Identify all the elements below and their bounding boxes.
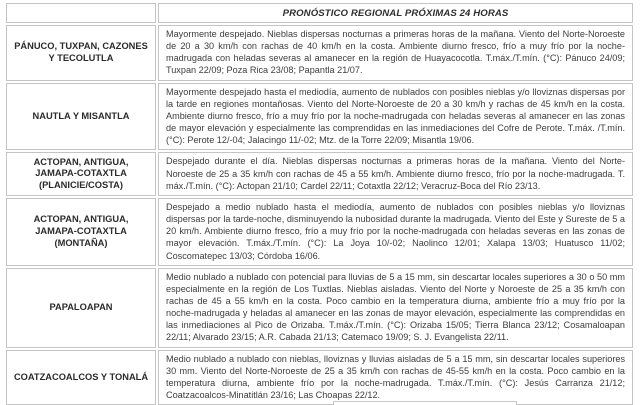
region-cell: NAUTLA Y MISANTLA <box>6 83 156 151</box>
region-cell: PAPALOAPAN <box>6 268 156 348</box>
table-row <box>6 25 633 81</box>
partial-next-section-box <box>333 401 517 405</box>
table-row <box>6 198 633 266</box>
forecast-cell: Medio nublado a nublado con potencial para lluvias de 5 a 15 mm, sin descartar locales superiores a 30 o 50 mm especialmente en la región de Los Tuxtlas. Nieblas aisladas. Viento del Norte y Noroeste de 25 a 35 km/h con rachas de 45 a 55 km/h en la costa. Poco cambio en la temperatura diurna, ambiente frío a muy frío por la noche-madrugada y heladas al amanecer en las zonas de mayor elevación, especialmente las comprendidas en las inmediaciones al Pico de Orizaba. T.máx./T.mín. (°C): Orizaba 15/05; Tierra Blanca 23/12; Cosamaloapan 22/11; Alvarado 23/15; A.R. Cabada 21/13; Catemaco 19/09; S. J. Evangelista 22/11. <box>158 268 633 348</box>
header-empty-cell <box>6 3 156 23</box>
forecast-cell: Medio nublado a nublado con nieblas, lloviznas y lluvias aisladas de 5 a 15 mm, sin descartar locales superiores 30 mm. Viento del Norte-Noroeste de 25 a 35 km/h con rachas de 45-55 km/h en la costa. Poco cambio en la temperatura diurna, ambiente frío por la noche-madrugada. T.máx./T.mín. (°C): Jesús Carranza 21/12; Coatzacoalcos-Minatitlán 23/16; Las Choapas 22/12. <box>158 350 633 405</box>
forecast-table <box>4 1 635 405</box>
table-row <box>6 350 633 405</box>
table-row <box>6 268 633 348</box>
forecast-cell: Despejado durante el día. Nieblas dispersas nocturnas a primeras horas de la mañana. Viento del Norte-Noroeste de 25 a 35 km/h con rachas de 45 a 55 km/h. Ambiente diurno fresco, frío por la noche-madrugada. T. máx./T.mín. (°C): Actopan 21/10; Cardel 22/11; Cotaxtla 22/12; Veracruz-Boca del Río 23/13. <box>158 152 633 195</box>
page-title: PRONÓSTICO REGIONAL PRÓXIMAS 24 HORAS <box>158 3 633 23</box>
table-row <box>6 152 633 195</box>
table-header-row <box>6 3 633 23</box>
region-cell: PÁNUCO, TUXPAN, CAZONES Y TECOLUTLA <box>6 25 156 81</box>
region-cell: ACTOPAN, ANTIGUA, JAMAPA-COTAXTLA (PLANICIE/COSTA) <box>6 152 156 195</box>
forecast-cell: Mayormente despejado. Nieblas dispersas nocturnas a primeras horas de la mañana. Viento del Norte-Noroeste de 20 a 30 km/h con rachas de 40 km/h en la costa. Ambiente diurno fresco, frío a muy frío por la noche-madrugada con heladas severas al amanecer en la región de Huayacocotla. T.máx./T.mín. (°C): Pánuco 24/09; Tuxpan 22/09; Poza Rica 23/08; Papantla 21/07. <box>158 25 633 81</box>
table-row <box>6 83 633 151</box>
forecast-cell: Mayormente despejado hasta el mediodía, aumento de nublados con posibles nieblas y/o lloviznas dispersas por la tarde en regiones montañosas. Viento del Norte-Noroeste de 20 a 30 km/h y rachas de 45 km/h en la costa. Ambiente diurno fresco, frío a muy frío por la noche-madrugada con heladas severas al amanecer en las zonas de mayor elevación y especialmente las comprendidas en las inmediaciones del Cofre de Perote. T.máx. /T.mín. (°C): Perote 12/-04; Jalacingo 11/-02; Mtz. de la Torre 22/09; Misantla 19/06. <box>158 83 633 151</box>
region-cell: COATZACOALCOS Y TONALÁ <box>6 350 156 405</box>
forecast-cell: Despejado a medio nublado hasta el mediodía, aumento de nublados con posibles nieblas y/o lloviznas dispersas por la tarde-noche, disminuyendo la nubosidad durante la madrugada. Viento del Este y Sureste de 5 a 20 km/h. Ambiente diurno fresco, frío a muy frío por la noche-madrugada con heladas severas en las zonas de mayor elevación. T.máx./T.mín. (°C): La Joya 10/-02; Naolinco 12/01; Xalapa 13/03; Huatusco 11/02; Coscomatepec 13/03; Córdoba 16/06. <box>158 198 633 266</box>
region-cell: ACTOPAN, ANTIGUA, JAMAPA-COTAXTLA (MONTAÑA) <box>6 198 156 266</box>
